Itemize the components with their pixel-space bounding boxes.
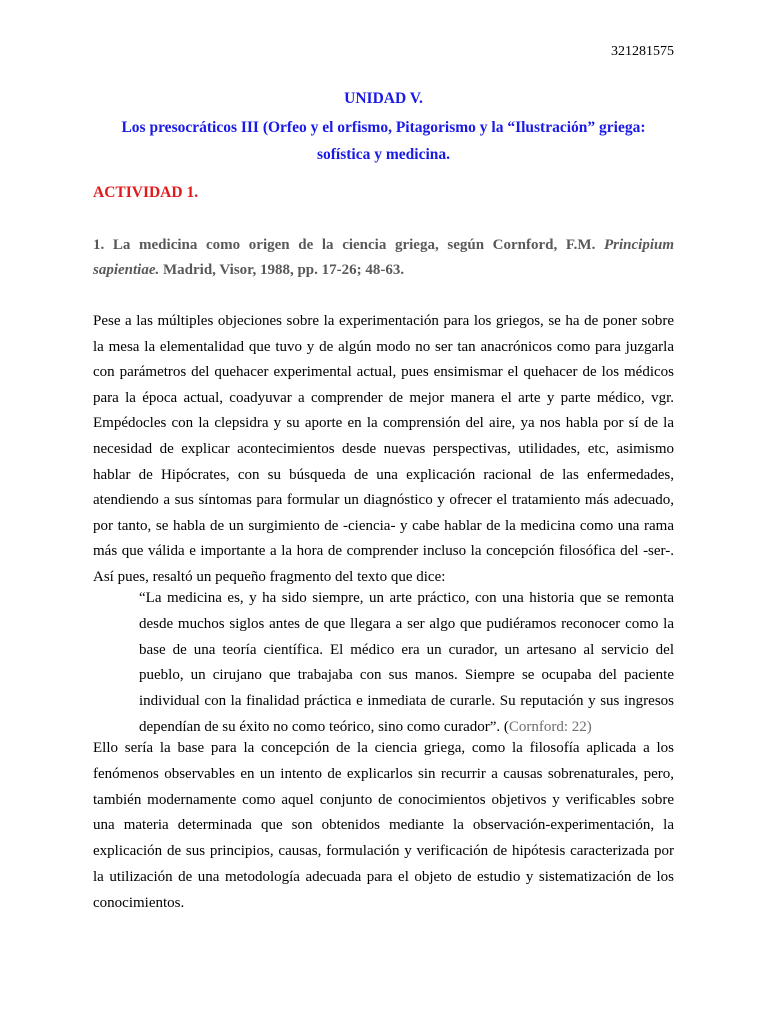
body-paragraph: Pese a las múltiples objeciones sobre la experimentación para los griegos, se ha de poner sobre la mesa la elementalidad que tuvo y de algún modo no ser tan anacrónicos como para juzgarla con parámetros del quehacer experimental actual, pues ensimismar el quehacer de los médicos para la época actual, coadyuvar a comprender de mejor manera el arte y parte médico, vgr. Empédocles con la clepsidra y su aporte en la comprensión del aire, ya nos habla por sí de la necesidad de explicar acontecimientos desde nuevas perspectivas, utilidades, etc, asimismo hablar de Hipócrates, con su búsqueda de una explicación racional de las enfermedades, atendiendo a sus síntomas para formular un diagnóstico y ofrecer el tratamiento más adecuado, por tanto, se habla de un surgimiento de -ciencia- y cabe hablar de la medicina como una rama más que válida e importante a la hora de comprender incluso la concepción filosófica del -ser-. Así pues, resaltó un pequeño fragmento del texto que dice:: [93, 313, 674, 585]
unit-heading-block: [93, 86, 674, 168]
conclusion-paragraph: Ello sería la base para la concepción de la ciencia griega, como la filosofía aplicada a los fenómenos observables en un intento de explicarlos sin recurrir a causas sobrenaturales, pero, también modernamente como aquel conjunto de conocimientos objetivos y verificables sobre una materia determinada que son obtenidos mediante la observación-experimentación, la explicación de sus principios, causas, formulación y verificación de hipótesis caracterizada por la utilización de una metodología adecuada para el objeto de estudio y sistematización de los conocimientos.: [93, 740, 674, 911]
unit-title: UNIDAD V.: [344, 90, 423, 107]
block-quote: [139, 586, 674, 741]
unit-subtitle: Los presocráticos III (Orfeo y el orfismo, Pitagorismo y la “Ilustración” griega: sofística y medicina.: [121, 119, 646, 163]
quote-citation: Cornford: 22): [508, 718, 592, 735]
activity-title: ACTIVIDAD 1.: [93, 184, 199, 201]
quote-text: “La medicina es, y ha sido siempre, un arte práctico, con una historia que se remonta desde muchos siglos antes de que llegara a ser algo que pudiéramos reconocer como la base de una teoría científica. El médico era un curador, un artesano al servicio del pueblo, un cirujano que trabajaba con sus manos. Siempre se ocupaba del paciente individual con la finalidad práctica e inmediata de curarle. Su reputación y sus ingresos dependían de su éxito no como teórico, sino como curador”. (: [139, 590, 674, 735]
section-heading-book-title: Principium sapientiae.: [93, 237, 674, 278]
section-heading-prefix: 1. La medicina como origen de la ciencia griega, según Cornford, F.M.: [93, 237, 604, 253]
section-heading: [93, 233, 674, 283]
section-heading-suffix: Madrid, Visor, 1988, pp. 17-26; 48-63.: [159, 262, 405, 278]
document-id: 321281575: [611, 44, 674, 59]
